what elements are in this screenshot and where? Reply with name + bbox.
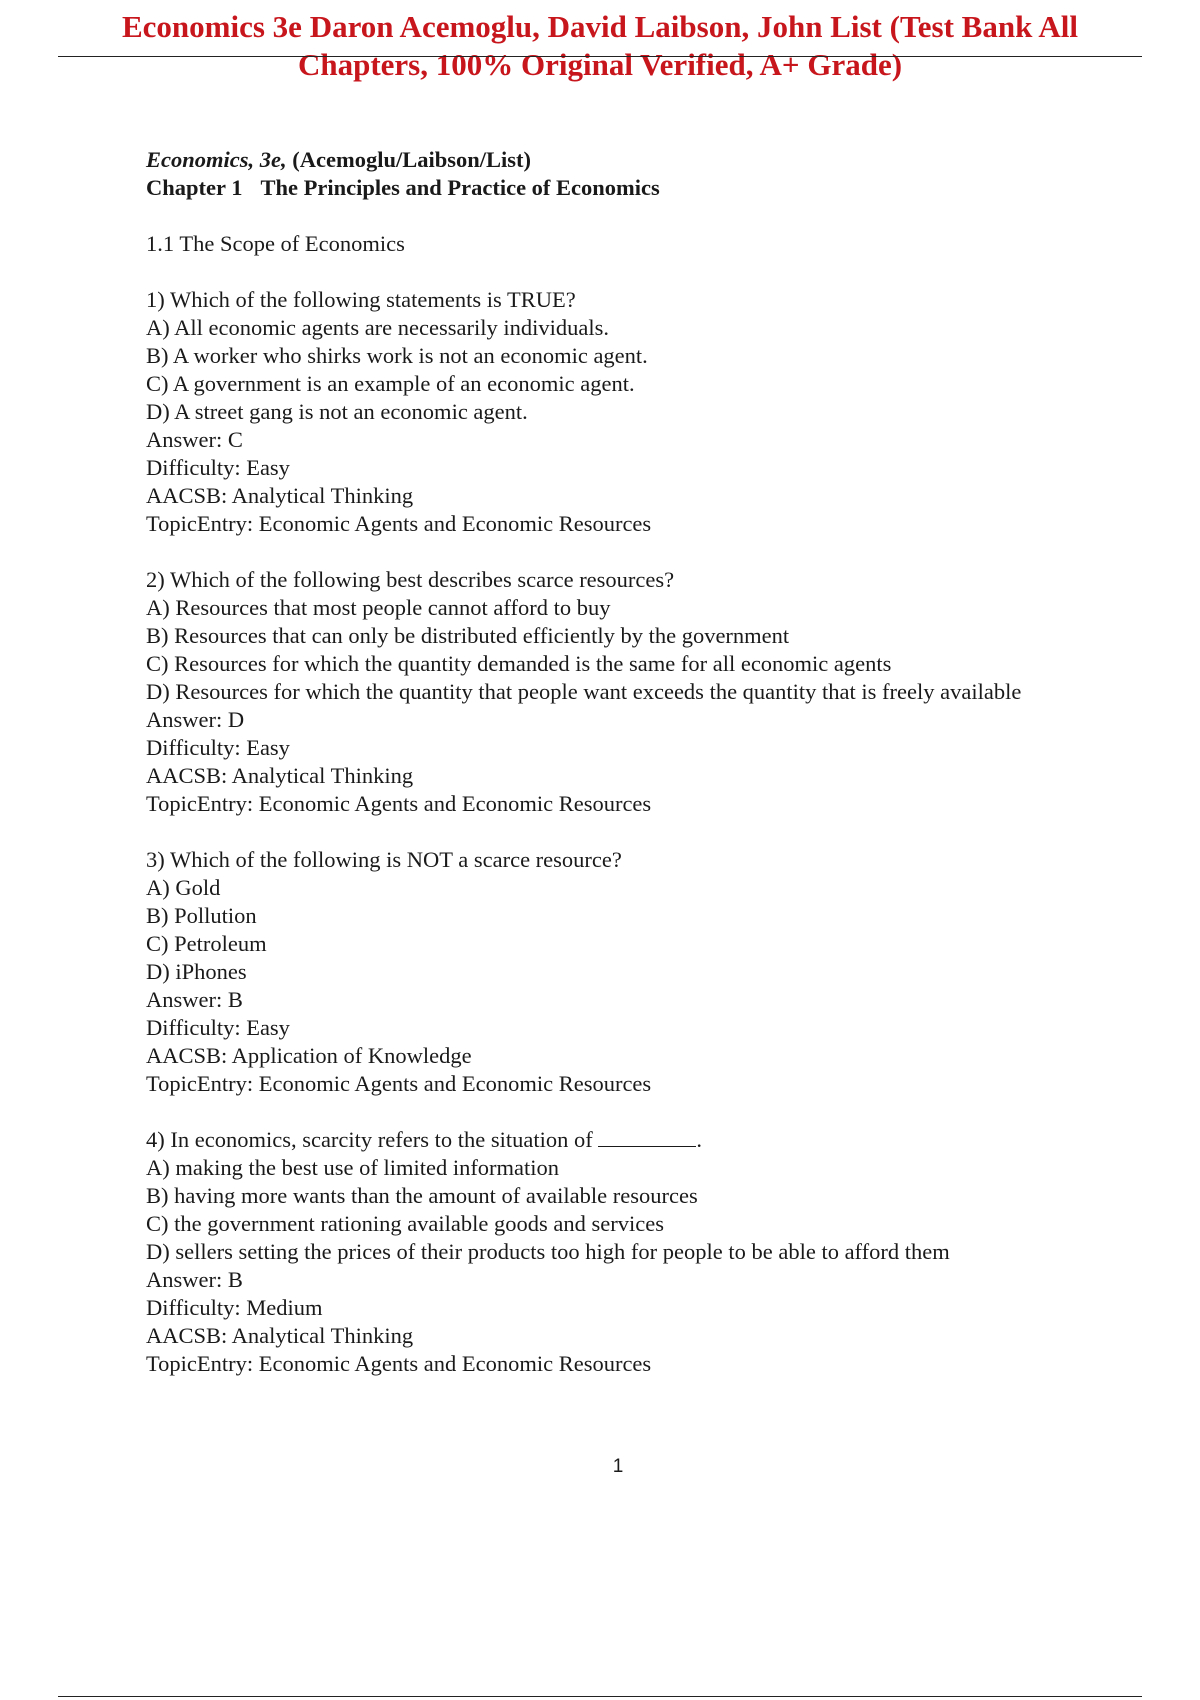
aacsb-line: AACSB: Analytical Thinking bbox=[146, 763, 414, 788]
question-3 bbox=[146, 846, 1146, 1098]
topic-line: TopicEntry: Economic Agents and Economic Resources bbox=[146, 1071, 652, 1096]
book-authors: (Acemoglu/Laibson/List) bbox=[292, 147, 532, 172]
option-b: B) A worker who shirks work is not an economic agent. bbox=[146, 343, 648, 368]
question-stem: 1) Which of the following statements is TRUE? bbox=[146, 287, 576, 312]
banner-line-1: Economics 3e Daron Acemoglu, David Laibson, John List (Test Bank All bbox=[122, 9, 1078, 44]
banner-divider bbox=[58, 56, 1142, 57]
option-a: A) making the best use of limited information bbox=[146, 1155, 560, 1180]
document-banner-title bbox=[58, 8, 1142, 84]
topic-line: TopicEntry: Economic Agents and Economic Resources bbox=[146, 791, 652, 816]
option-c: C) Petroleum bbox=[146, 931, 267, 956]
question-stem-text: 4) In economics, scarcity refers to the situation of bbox=[146, 1127, 593, 1152]
answer-line: Answer: B bbox=[146, 1267, 243, 1292]
option-a: A) Gold bbox=[146, 875, 221, 900]
option-c: C) the government rationing available goods and services bbox=[146, 1211, 664, 1236]
section-heading: 1.1 The Scope of Economics bbox=[146, 231, 405, 256]
difficulty-line: Difficulty: Medium bbox=[146, 1295, 323, 1320]
option-d: D) A street gang is not an economic agent. bbox=[146, 399, 528, 424]
difficulty-line: Difficulty: Easy bbox=[146, 735, 290, 760]
aacsb-line: AACSB: Analytical Thinking bbox=[146, 483, 414, 508]
option-b: B) Pollution bbox=[146, 903, 257, 928]
answer-line: Answer: D bbox=[146, 707, 245, 732]
question-4 bbox=[146, 1126, 1146, 1378]
document-body bbox=[146, 146, 1146, 1378]
chapter-heading bbox=[146, 174, 1146, 202]
aacsb-line: AACSB: Application of Knowledge bbox=[146, 1043, 472, 1068]
topic-line: TopicEntry: Economic Agents and Economic Resources bbox=[146, 511, 652, 536]
option-a: A) All economic agents are necessarily individuals. bbox=[146, 315, 609, 340]
question-stem-end: . bbox=[696, 1127, 702, 1152]
option-b: B) Resources that can only be distributed efficiently by the government bbox=[146, 623, 790, 648]
difficulty-line: Difficulty: Easy bbox=[146, 1015, 290, 1040]
option-c: C) Resources for which the quantity demanded is the same for all economic agents bbox=[146, 651, 892, 676]
option-a: A) Resources that most people cannot afford to buy bbox=[146, 595, 611, 620]
page-number: 1 bbox=[612, 1456, 624, 1477]
question-stem: 3) Which of the following is NOT a scarce resource? bbox=[146, 847, 622, 872]
banner-line-2: Chapters, 100% Original Verified, A+ Grade) bbox=[297, 47, 903, 82]
answer-line: Answer: C bbox=[146, 427, 243, 452]
book-title-line bbox=[146, 146, 1146, 174]
option-c: C) A government is an example of an economic agent. bbox=[146, 371, 635, 396]
question-stem bbox=[146, 1126, 1146, 1154]
topic-line: TopicEntry: Economic Agents and Economic Resources bbox=[146, 1351, 652, 1376]
question-stem: 2) Which of the following best describes scarce resources? bbox=[146, 567, 675, 592]
option-d: D) Resources for which the quantity that people want exceeds the quantity that is freely available bbox=[146, 679, 1022, 704]
answer-line: Answer: B bbox=[146, 987, 243, 1012]
chapter-title: The Principles and Practice of Economics bbox=[260, 175, 660, 200]
option-d: D) iPhones bbox=[146, 959, 247, 984]
question-1 bbox=[146, 286, 1146, 538]
option-b: B) having more wants than the amount of available resources bbox=[146, 1183, 698, 1208]
book-title: Economics, 3e, bbox=[146, 147, 287, 172]
difficulty-line: Difficulty: Easy bbox=[146, 455, 290, 480]
question-2 bbox=[146, 566, 1146, 818]
fill-in-blank bbox=[598, 1128, 696, 1147]
chapter-number: Chapter 1 bbox=[146, 175, 243, 200]
aacsb-line: AACSB: Analytical Thinking bbox=[146, 1323, 414, 1348]
option-d: D) sellers setting the prices of their products too high for people to be able to afford them bbox=[146, 1239, 950, 1264]
bottom-divider bbox=[58, 1696, 1142, 1697]
